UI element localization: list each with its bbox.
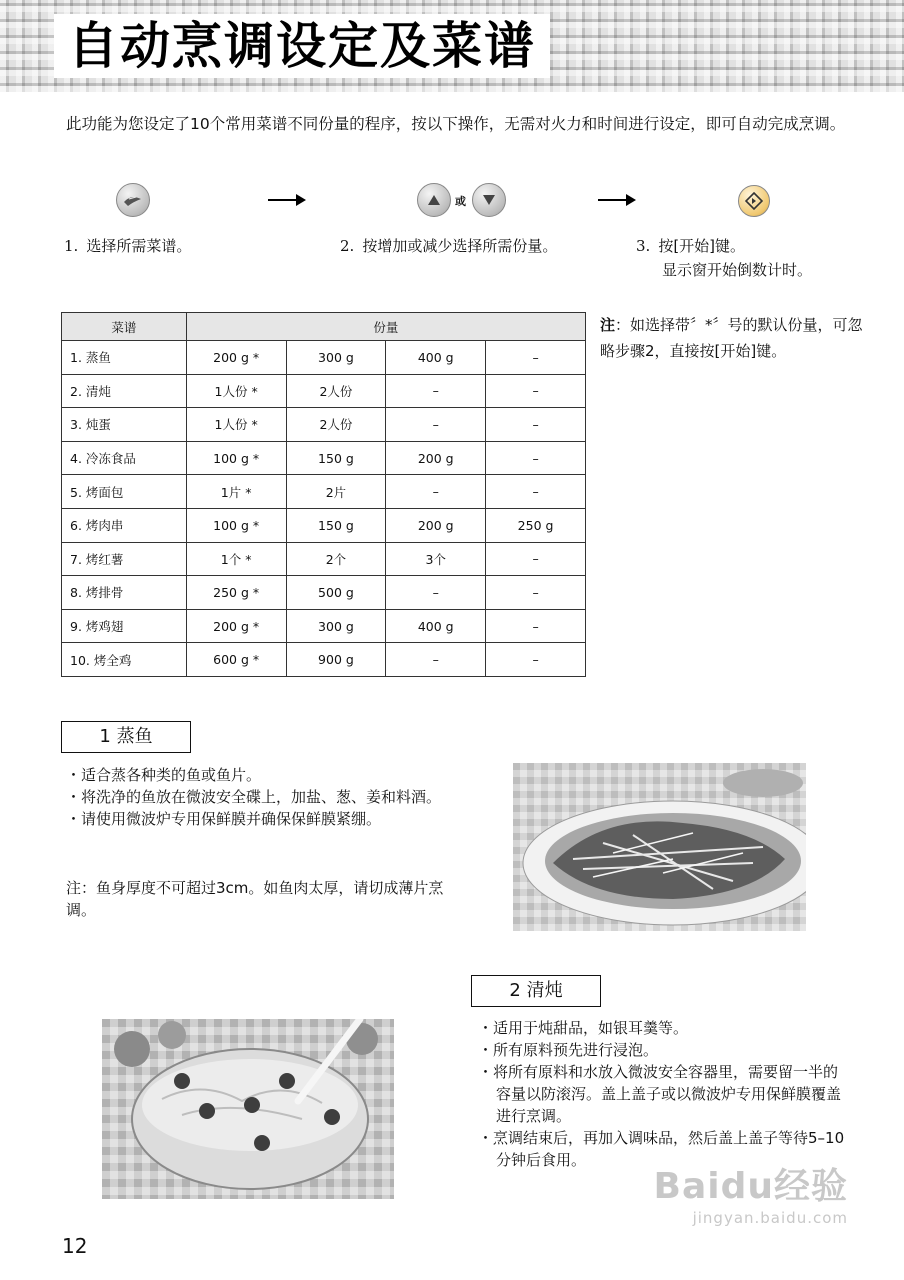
table-cell: 9. 烤鸡翅 xyxy=(62,609,187,643)
menu-dial-icon xyxy=(116,183,150,217)
table-cell: – xyxy=(486,374,586,408)
steamed-fish-photo xyxy=(513,763,806,931)
table-cell: 200 g * xyxy=(186,609,286,643)
table-cell: – xyxy=(486,609,586,643)
table-cell: 3. 炖蛋 xyxy=(62,408,187,442)
table-cell: – xyxy=(386,576,486,610)
arrow-icon xyxy=(268,199,304,201)
list-item: ・请使用微波炉专用保鲜膜并确保保鲜膜紧绷。 xyxy=(66,810,382,828)
table-cell: 400 g xyxy=(386,341,486,375)
note-label: 注 xyxy=(600,316,616,334)
title-box xyxy=(54,14,550,78)
table-cell: – xyxy=(386,643,486,677)
up-button-icon xyxy=(417,183,451,217)
table-cell: 2片 xyxy=(286,475,386,509)
list-item: ・所有原料预先进行浸泡。 xyxy=(478,1041,659,1059)
start-button-icon xyxy=(738,185,770,217)
table-row xyxy=(62,508,586,542)
table-cell: 4. 冷冻食品 xyxy=(62,441,187,475)
table-cell: 1个 * xyxy=(186,542,286,576)
table-cell: 100 g * xyxy=(186,508,286,542)
step-2-text: 按增加或减少选择所需份量。 xyxy=(362,237,558,255)
table-cell: – xyxy=(486,341,586,375)
step-1-text: 选择所需菜谱。 xyxy=(86,237,192,255)
or-label: 或 xyxy=(455,195,466,208)
step-3 xyxy=(636,234,812,282)
step-3-number: 3. xyxy=(636,237,651,255)
list-item: ・将所有原料和水放入微波安全容器里，需要留一半的容量以防滚泻。盖上盖子或以微波炉专用保鲜膜覆盖进行烹调。 xyxy=(478,1063,842,1125)
step-2 xyxy=(340,234,557,258)
table-cell: 100 g * xyxy=(186,441,286,475)
table-cell: 1人份 * xyxy=(186,374,286,408)
table-cell: 900 g xyxy=(286,643,386,677)
table-cell: – xyxy=(486,408,586,442)
table-header-portion: 份量 xyxy=(186,313,585,341)
table-cell: 200 g xyxy=(386,441,486,475)
list-item: ・适合蒸各种类的鱼或鱼片。 xyxy=(66,766,262,784)
page-title: 自动烹调设定及菜谱 xyxy=(68,17,536,75)
table-cell: 2个 xyxy=(286,542,386,576)
stew-bowl-photo xyxy=(102,1019,394,1199)
table-cell: 2人份 xyxy=(286,408,386,442)
table-row xyxy=(62,408,586,442)
table-cell: 500 g xyxy=(286,576,386,610)
table-cell: 400 g xyxy=(386,609,486,643)
intro-text: 此功能为您设定了10个常用菜谱不同份量的程序，按以下操作，无需对火力和时间进行设定，即可自动完成烹调。 xyxy=(66,115,846,133)
table-row xyxy=(62,643,586,677)
table-row xyxy=(62,475,586,509)
table-row xyxy=(62,441,586,475)
table-cell: – xyxy=(386,475,486,509)
section-1-heading: 1 蒸鱼 xyxy=(61,721,191,753)
step-3-line2: 显示窗开始倒数计时。 xyxy=(662,261,813,279)
table-cell: 200 g * xyxy=(186,341,286,375)
table-cell: – xyxy=(486,475,586,509)
table-row xyxy=(62,374,586,408)
table-row xyxy=(62,542,586,576)
table-header-menu: 菜谱 xyxy=(62,313,187,341)
note-default-portion xyxy=(600,312,870,364)
step-2-number: 2. xyxy=(340,237,355,255)
list-item: ・烹调结束后，再加入调味品，然后盖上盖子等待5–10分钟后食用。 xyxy=(478,1129,845,1169)
table-cell: 1人份 * xyxy=(186,408,286,442)
menu-portion-table xyxy=(61,312,586,677)
section-1-bullets xyxy=(66,764,446,830)
table-cell: – xyxy=(486,441,586,475)
table-cell: 3个 xyxy=(386,542,486,576)
table-cell: 200 g xyxy=(386,508,486,542)
step-3-line1: 按[开始]键。 xyxy=(658,237,746,255)
table-cell: 250 g xyxy=(486,508,586,542)
table-cell: – xyxy=(486,576,586,610)
table-cell: 2人份 xyxy=(286,374,386,408)
section-1-note: 注：鱼身厚度不可超过3cm。如鱼肉太厚，请切成薄片烹调。 xyxy=(66,879,444,919)
list-item: ・将洗净的鱼放在微波安全碟上，加盐、葱、姜和料酒。 xyxy=(66,788,442,806)
table-cell: 6. 烤肉串 xyxy=(62,508,187,542)
table-cell: 300 g xyxy=(286,609,386,643)
table-cell: – xyxy=(486,542,586,576)
table-cell: 8. 烤排骨 xyxy=(62,576,187,610)
table-cell: – xyxy=(386,374,486,408)
table-cell: 600 g * xyxy=(186,643,286,677)
table-cell: – xyxy=(386,408,486,442)
table-cell: 10. 烤全鸡 xyxy=(62,643,187,677)
table-cell: 250 g * xyxy=(186,576,286,610)
section-2-bullets xyxy=(478,1017,848,1171)
table-cell: 300 g xyxy=(286,341,386,375)
down-button-icon xyxy=(472,183,506,217)
table-row xyxy=(62,576,586,610)
section-2-heading: 2 清炖 xyxy=(471,975,601,1007)
page-number: 12 xyxy=(62,1234,88,1258)
table-cell: 150 g xyxy=(286,508,386,542)
list-item: ・适用于炖甜品，如银耳羹等。 xyxy=(478,1019,689,1037)
table-cell: 1. 蒸鱼 xyxy=(62,341,187,375)
table-row xyxy=(62,341,586,375)
table-cell: 1片 * xyxy=(186,475,286,509)
table-cell: 5. 烤面包 xyxy=(62,475,187,509)
table-cell: – xyxy=(486,643,586,677)
note-text: ：如选择带〞*〞号的默认份量，可忽略步骤2，直接按[开始]键。 xyxy=(600,316,863,360)
watermark-url: jingyan.baidu.com xyxy=(692,1209,848,1227)
watermark-logo: Baidu经验 xyxy=(653,1166,848,1207)
arrow-icon xyxy=(598,199,634,201)
step-1 xyxy=(64,234,191,258)
table-cell: 2. 清炖 xyxy=(62,374,187,408)
step-1-number: 1. xyxy=(64,237,79,255)
table-row xyxy=(62,609,586,643)
baidu-watermark xyxy=(654,1158,848,1227)
table-cell: 7. 烤红薯 xyxy=(62,542,187,576)
table-cell: 150 g xyxy=(286,441,386,475)
